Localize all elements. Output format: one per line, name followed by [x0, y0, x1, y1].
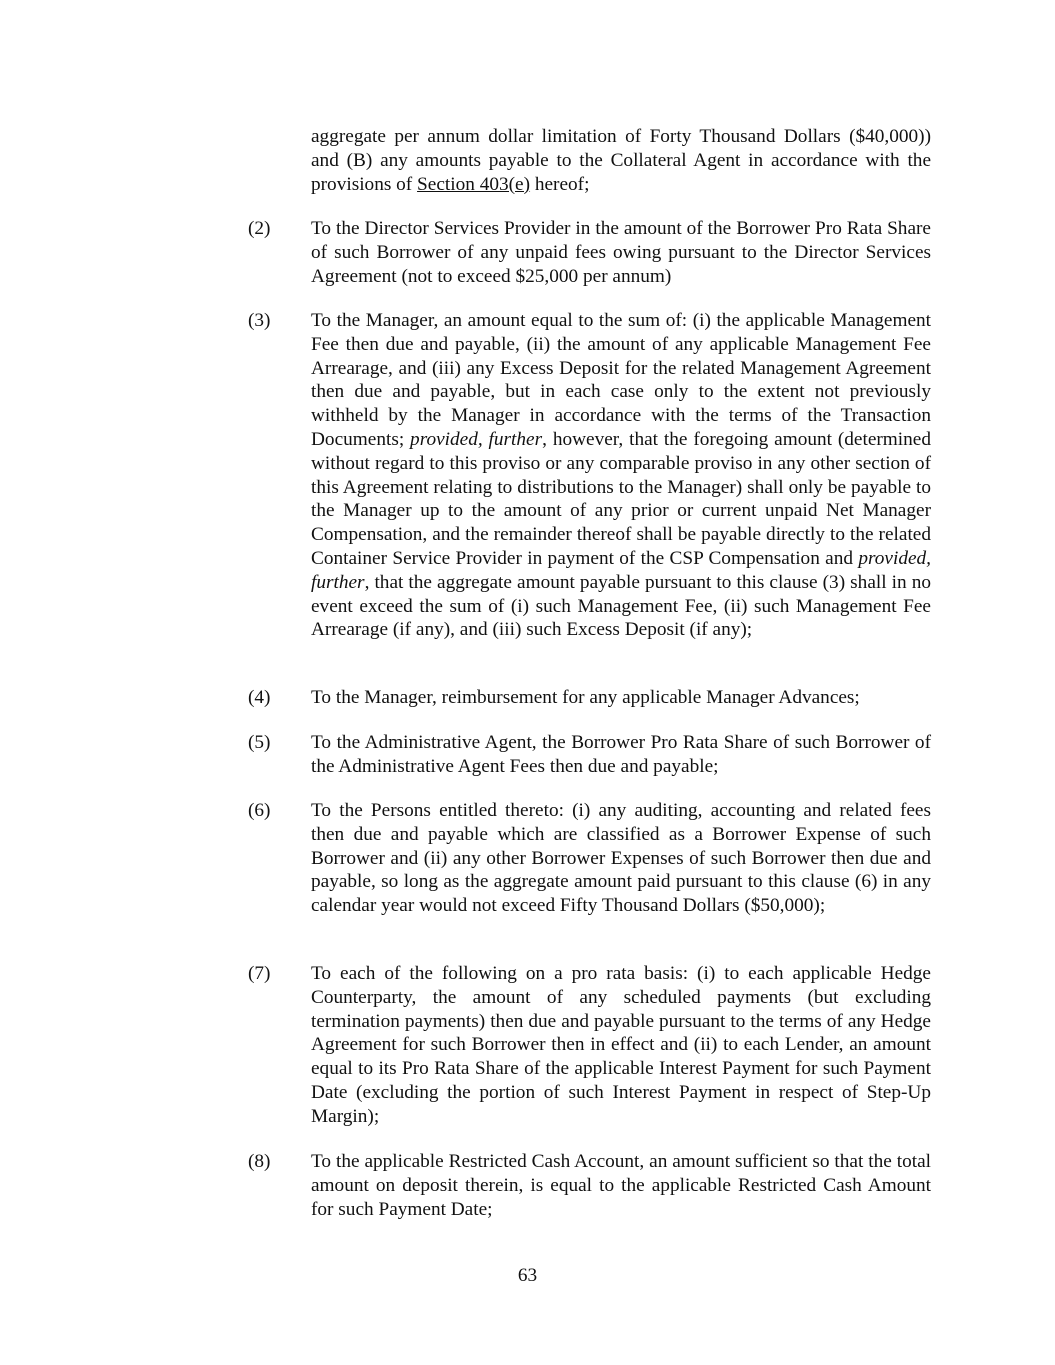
clause-3-part-1: To the Manager, an amount equal to the sum of: (i) the applicable Management Fee then due and payable, (ii) the amount of any applicable Management Fee Arrearage, and (iii) any Excess Deposit for the related Management Agreement then due and payable, but in each case only to the extent not previously withheld by the Manager in accordance with the terms of the Transaction Documents;	[311, 310, 931, 450]
intro-text-before-link: aggregate per annum dollar limitation of Forty Thousand Dollars ($40,000)) and (B) any amounts payable to the Collateral Agent in accordance with the provisions of	[311, 126, 931, 195]
clause-2	[248, 217, 931, 288]
clause-7	[248, 962, 931, 1129]
clause-text: To the Administrative Agent, the Borrower Pro Rata Share of such Borrower of the Administrative Agent Fees then due and payable;	[311, 732, 931, 777]
clause-text: To each of the following on a pro rata basis: (i) to each applicable Hedge Counterparty, the amount of any scheduled payments (but excluding termination payments) then due and payable pursuant to the terms of any Hedge Agreement for such Borrower then in effect and (ii) to each Lender, an amount equal to its Pro Rata Share of the applicable Interest Payment for such Payment Date (excluding the portion of such Interest Payment in respect of Step-Up Margin);	[311, 963, 931, 1127]
clause-number: (5)	[248, 732, 271, 753]
clause-3	[248, 309, 931, 642]
intro-paragraph	[311, 125, 931, 196]
clause-number: (6)	[248, 800, 271, 821]
clause-number: (2)	[248, 218, 271, 239]
clause-text: To the Manager, reimbursement for any applicable Manager Advances;	[311, 687, 860, 708]
clause-text: To the applicable Restricted Cash Account, an amount sufficient so that the total amount on deposit therein, is equal to the applicable Restricted Cash Amount for such Payment Date;	[311, 1151, 931, 1220]
clause-number: (8)	[248, 1151, 271, 1172]
clause-8	[248, 1150, 931, 1221]
section-403e-link[interactable]: Section 403(e)	[417, 173, 531, 195]
clause-number: (7)	[248, 963, 271, 984]
clause-text: To the Director Services Provider in the amount of the Borrower Pro Rata Share of such Borrower of any unpaid fees owing pursuant to the Director Services Agreement (not to exceed $25,000 per annum)	[311, 218, 931, 287]
clause-text	[311, 309, 931, 642]
clause-5	[248, 731, 931, 779]
clause-4	[248, 686, 931, 710]
clause-3-part-2: , however, that the foregoing amount (determined without regard to this proviso or any comparable proviso in any other section of this Agreement relating to distributions to the Manager) shall only be payable to the Manager up to the amount of any prior or current unpaid Net Manager Compensation, and the remainder thereof shall be payable directly to the related Container Service Provider in payment of the CSP Compensation and	[311, 428, 931, 569]
clause-text: To the Persons entitled thereto: (i) any auditing, accounting and related fees then due and payable which are classified as a Borrower Expense of such Borrower and (ii) any other Borrower Expenses of such Borrower then due and payable, so long as the aggregate amount paid pursuant to this clause (6) in any calendar year would not exceed Fifty Thousand Dollars ($50,000);	[311, 800, 931, 917]
clause-3-italic-proviso-2: provided, further	[311, 547, 931, 593]
intro-text-after-link: hereof;	[530, 173, 590, 195]
clause-6	[248, 799, 931, 918]
page-number: 63	[517, 1265, 538, 1286]
clause-3-part-3: , that the aggregate amount payable pursuant to this clause (3) shall in no event exceed the sum of (i) such Management Fee, (ii) such Management Fee Arrearage (if any), and (iii) such Excess Deposit (if any);	[311, 571, 931, 641]
clause-number: (4)	[248, 687, 271, 708]
clause-number: (3)	[248, 310, 271, 331]
clause-3-italic-proviso-1: provided, further	[410, 428, 543, 450]
